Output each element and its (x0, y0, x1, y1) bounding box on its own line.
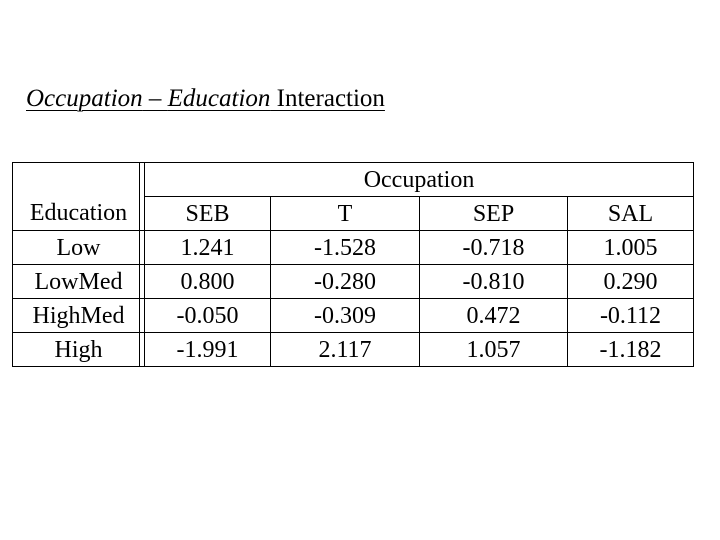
table-cell: -1.991 (145, 333, 271, 367)
table-cell: -1.182 (568, 333, 694, 367)
row-label-lowmed: LowMed (13, 265, 145, 299)
table-cell: -0.718 (420, 231, 568, 265)
table-row (13, 265, 694, 299)
table-cell: 0.472 (420, 299, 568, 333)
column-header-seb: SEB (145, 197, 271, 231)
header-group-row (13, 163, 694, 197)
table-cell: 1.241 (145, 231, 271, 265)
slide-title (26, 84, 385, 114)
table-cell: -0.112 (568, 299, 694, 333)
column-header-sep: SEP (420, 197, 568, 231)
corner-cell (13, 163, 145, 197)
header-column-row (13, 197, 694, 231)
title-dash: – (142, 85, 168, 112)
table-cell: -0.810 (420, 265, 568, 299)
title-interaction: Interaction (270, 85, 385, 112)
table-row (13, 231, 694, 265)
occupation-group-header: Occupation (145, 163, 694, 197)
title-occupation: Occupation (26, 85, 143, 112)
row-label-low: Low (13, 231, 145, 265)
column-header-t: T (271, 197, 420, 231)
row-label-highmed: HighMed (13, 299, 145, 333)
table-cell: -1.528 (271, 231, 420, 265)
interaction-table (12, 162, 694, 367)
table-cell: -0.280 (271, 265, 420, 299)
row-label-high: High (13, 333, 145, 367)
table-cell: 2.117 (271, 333, 420, 367)
education-row-header: Education (13, 197, 145, 231)
table-cell: 0.290 (568, 265, 694, 299)
title-education: Education (167, 85, 271, 112)
table-row (13, 299, 694, 333)
table-row (13, 333, 694, 367)
table-cell: -0.309 (271, 299, 420, 333)
table-cell: -0.050 (145, 299, 271, 333)
column-header-sal: SAL (568, 197, 694, 231)
table-cell: 1.005 (568, 231, 694, 265)
table-cell: 0.800 (145, 265, 271, 299)
table-cell: 1.057 (420, 333, 568, 367)
